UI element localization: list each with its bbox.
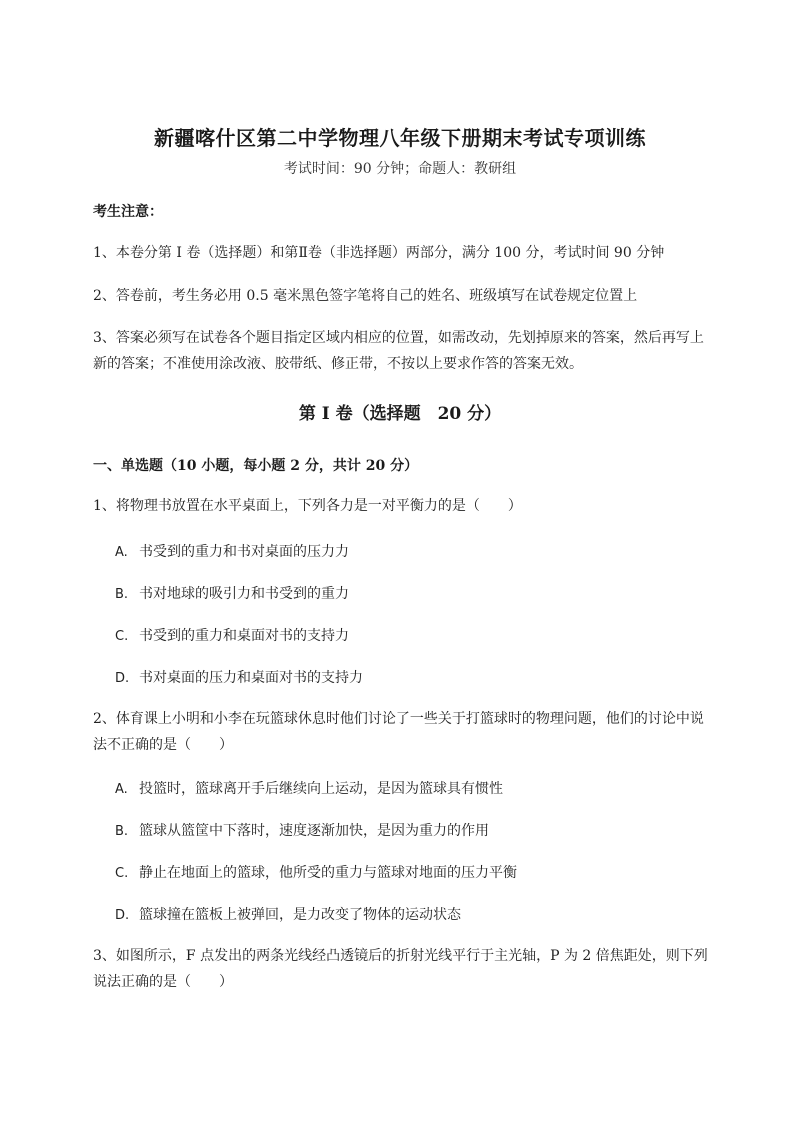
answer-option [115,583,349,603]
option-letter: D. [115,671,130,686]
option-letter: A. [115,782,128,797]
exam-info: 考试时间：90 分钟；命题人：教研组 [283,161,517,177]
option-letter: C. [115,866,129,881]
page-title: 新疆喀什区第二中学物理八年级下册期末考试专项训练 [154,126,646,150]
notice-item: 3、答案必须写在试卷各个题目指定区域内相应的位置，如需改动，先划掉原来的答案，然后再写上新的答案；不准使用涂改液、胶带纸、修正带，不按以上要求作答的答案无效。 [93,330,704,372]
answer-option [115,904,461,924]
answer-option [115,625,349,645]
notice-item: 1、本卷分第 I 卷（选择题）和第Ⅱ卷（非选择题）两部分，满分 100 分，考试时间 90 分钟 [93,245,665,261]
option-text: 书对地球的吸引力和书受到的重力 [139,586,349,602]
section-title: 第 I 卷（选择题 20 分） [298,404,502,424]
answer-option [115,778,503,798]
option-text: 篮球从篮筐中下落时，速度逐渐加快，是因为重力的作用 [139,823,489,839]
answer-option [115,862,517,882]
question-stem: 3、如图所示，F 点发出的两条光线经凸透镜后的折射光线平行于主光轴，P 为 2 倍焦距处，则下列说法正确的是（ ） [93,948,708,990]
option-letter: B. [115,587,129,602]
option-text: 投篮时，篮球离开手后继续向上运动，是因为篮球具有惯性 [139,781,503,797]
question-stem: 1、将物理书放置在水平桌面上，下列各力是一对平衡力的是（ ） [93,498,522,514]
answer-option [115,541,349,561]
option-letter: C. [115,629,129,644]
answer-option [115,667,363,687]
notice-heading: 考生注意： [93,204,163,220]
option-text: 书受到的重力和书对桌面的压力力 [139,544,349,560]
option-text: 书对桌面的压力和桌面对书的支持力 [139,670,363,686]
option-letter: A. [115,545,128,560]
question-stem: 2、体育课上小明和小李在玩篮球休息时他们讨论了一些关于打篮球时的物理问题，他们的讨论中说法不正确的是（ ） [93,711,704,753]
option-text: 静止在地面上的篮球，他所受的重力与篮球对地面的压力平衡 [139,865,517,881]
option-text: 篮球撞在篮板上被弹回，是力改变了物体的运动状态 [139,907,461,923]
notice-item: 2、答卷前，考生务必用 0.5 毫米黑色签字笔将自己的姓名、班级填写在试卷规定位置上 [93,288,638,304]
question-group-heading: 一、单选题（10 小题，每小题 2 分，共计 20 分） [93,458,419,474]
option-letter: D. [115,908,130,923]
option-text: 书受到的重力和桌面对书的支持力 [139,628,349,644]
option-letter: B. [115,824,129,839]
answer-option [115,820,489,840]
